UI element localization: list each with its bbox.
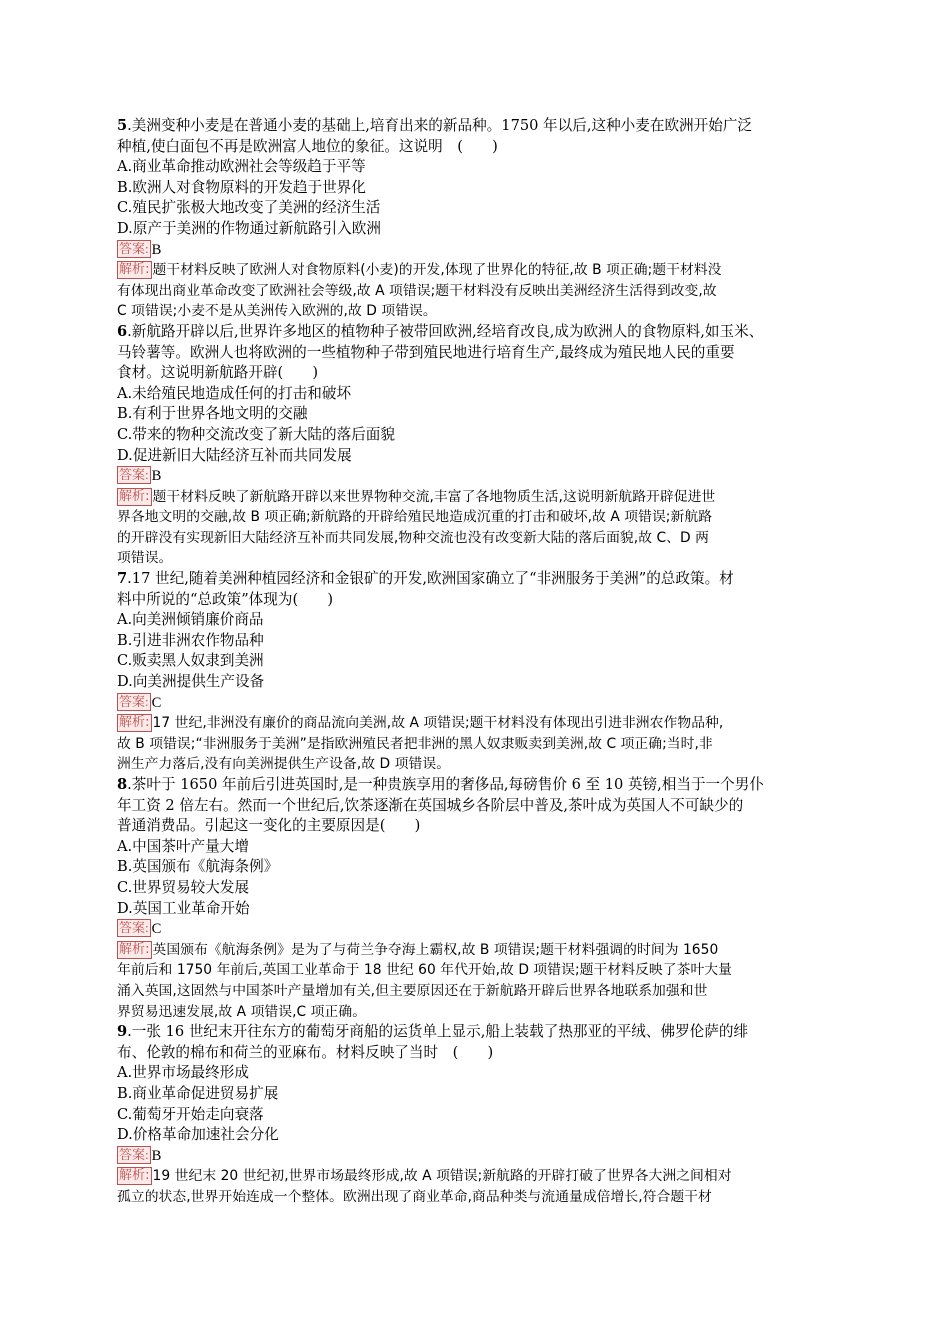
analysis-tag: 解析:	[119, 941, 150, 957]
answer-line	[117, 919, 839, 940]
option-b: B.商业革命促进贸易扩展	[117, 1084, 279, 1102]
option-d: D.价格革命加速社会分化	[117, 1126, 279, 1144]
question-5	[117, 116, 839, 322]
question-stem-line: 9.一张 16 世纪末开往东方的葡萄牙商船的运货单上显示,船上装载了热那亚的平绒、佛罗伦萨的绯	[117, 1023, 749, 1041]
question-number: 9	[117, 1023, 128, 1041]
answer-tag: 答案:	[119, 920, 149, 936]
question-9	[117, 1022, 839, 1207]
question-7	[117, 569, 839, 775]
answer-value: B	[151, 1147, 162, 1164]
answer-value: B	[151, 241, 162, 258]
option-d: D.英国工业革命开始	[117, 899, 250, 917]
option-b: B.有利于世界各地文明的交融	[117, 405, 308, 423]
answer-line	[117, 693, 839, 714]
option-d: D.促进新旧大陆经济互补而共同发展	[117, 446, 352, 464]
analysis-line: 解析: 英国颁布《航海条例》是为了与荷兰争夺海上霸权,故 B 项错误;题干材料强调的时间为 1650	[119, 941, 719, 958]
analysis-line: 故 B 项错误;“非洲服务于美洲”是指欧洲殖民者把非洲的黑人奴隶贩卖到美洲,故 C 项正确;当时,非	[117, 735, 713, 752]
question-stem-line: 种植,使白面包不再是欧洲富人地位的象征。这说明 ( )	[117, 137, 498, 155]
question-number: 7	[117, 570, 128, 588]
analysis-line: 界贸易迅速发展,故 A 项错误,C 项正确。	[117, 1003, 367, 1020]
question-stem-line: 7.17 世纪,随着美洲种植园经济和金银矿的开发,欧洲国家确立了“非洲服务于美洲”的总政策。材	[117, 570, 734, 588]
question-stem-line: 布、伦敦的棉布和荷兰的亚麻布。材料反映了当时 ( )	[117, 1043, 494, 1061]
option-c: C.贩卖黑人奴隶到美洲	[117, 652, 264, 670]
analysis-tag: 解析:	[119, 488, 150, 504]
option-d: D.向美洲提供生产设备	[117, 673, 265, 691]
option-c: C.世界贸易较大发展	[117, 878, 250, 896]
answer-value: B	[151, 468, 162, 485]
answer-line	[117, 240, 839, 261]
answer-tag: 答案:	[119, 240, 149, 256]
analysis-line: 解析: 17 世纪,非洲没有廉价的商品流向美洲,故 A 项错误;题干材料没有体现出引进非洲农作物品种,	[119, 715, 724, 732]
analysis-tag: 解析:	[119, 262, 150, 278]
analysis-line: 孤立的状态,世界开始连成一个整体。欧洲出现了商业革命,商品种类与流通量成倍增长,符合题干材	[117, 1188, 712, 1205]
analysis-line: 项错误。	[117, 550, 173, 567]
question-number: 5	[117, 117, 128, 134]
analysis-line: 有体现出商业革命改变了欧洲社会等级,故 A 项错误;题干材料没有反映出美洲经济生活得到改变,故	[117, 282, 717, 299]
question-stem-line: 料中所说的“总政策”体现为( )	[117, 590, 334, 608]
question-stem-line: 普通消费品。引起这一变化的主要原因是( )	[117, 817, 421, 835]
option-c: C.葡萄牙开始走向衰落	[117, 1105, 264, 1123]
analysis-tag: 解析:	[119, 715, 150, 731]
question-stem-line: 6.新航路开辟以后,世界许多地区的植物种子被带回欧洲,经培育改良,成为欧洲人的食物原料,如玉米、	[117, 322, 764, 340]
option-b: B.欧洲人对食物原料的开发趋于世界化	[117, 178, 366, 196]
document-page	[117, 116, 839, 1207]
analysis-line: 界各地文明的交融,故 B 项正确;新航路的开辟给殖民地造成沉重的打击和破坏,故 A 项错误;新航路	[117, 509, 713, 526]
answer-line	[117, 466, 839, 487]
analysis-line: 解析: 19 世纪末 20 世纪初,世界市场最终形成,故 A 项错误;新航路的开辟打破了世界各大洲之间相对	[119, 1168, 732, 1185]
question-stem-line: 年工资 2 倍左右。然而一个世纪后,饮茶逐渐在英国城乡各阶层中普及,茶叶成为英国人不可缺少的	[117, 796, 744, 814]
question-stem-line: 食材。这说明新航路开辟( )	[117, 364, 319, 382]
answer-tag: 答案:	[119, 467, 149, 483]
option-d: D.原产于美洲的作物通过新航路引入欧洲	[117, 219, 381, 237]
analysis-line: 解析: 题干材料反映了新航路开辟以来世界物种交流,丰富了各地物质生活,这说明新航路开辟促进世	[119, 488, 716, 505]
question-stem-line: 马铃薯等。欧洲人也将欧洲的一些植物种子带到殖民地进行培育生产,最终成为殖民地人民的重要	[117, 343, 735, 361]
answer-value: C	[151, 694, 162, 711]
analysis-line: 涌入英国,这固然与中国茶叶产量增加有关,但主要原因还在于新航路开辟后世界各地联系加强和世	[117, 982, 708, 999]
question-number: 8	[117, 776, 128, 793]
question-stem-line: 5.美洲变种小麦是在普通小麦的基础上,培育出来的新品种。1750 年以后,这种小麦在欧洲开始广泛	[117, 117, 753, 134]
answer-line	[117, 1146, 839, 1167]
option-a: A.向美洲倾销廉价商品	[117, 611, 264, 629]
option-b: B.引进非洲农作物品种	[117, 631, 264, 649]
option-a: A.中国茶叶产量大增	[117, 837, 249, 855]
answer-value: C	[151, 921, 162, 938]
option-c: C.殖民扩张极大地改变了美洲的经济生活	[117, 199, 381, 217]
option-a: A.世界市场最终形成	[117, 1064, 249, 1082]
question-8	[117, 775, 839, 1022]
question-6	[117, 322, 839, 569]
question-stem-line: 8.茶叶于 1650 年前后引进英国时,是一种贵族享用的奢侈品,每磅售价 6 至 10 英镑,相当于一个男仆	[117, 776, 764, 793]
analysis-line: 洲生产力落后,没有向美洲提供生产设备,故 D 项错误。	[117, 756, 451, 773]
question-number: 6	[117, 322, 128, 340]
analysis-line: C 项错误;小麦不是从美洲传入欧洲的,故 D 项错误。	[117, 303, 437, 320]
option-c: C.带来的物种交流改变了新大陆的落后面貌	[117, 425, 395, 443]
analysis-line: 的开辟没有实现新旧大陆经济互补而共同发展,物种交流也没有改变新大陆的落后面貌,故 C、D 两	[117, 529, 709, 546]
option-a: A.未给殖民地造成任何的打击和破坏	[117, 384, 352, 402]
option-a: A.商业革命推动欧洲社会等级趋于平等	[117, 158, 366, 176]
analysis-tag: 解析:	[119, 1168, 150, 1184]
analysis-line: 年前后和 1750 年前后,英国工业革命于 18 世纪 60 年代开始,故 D 项错误;题干材料反映了茶叶大量	[117, 962, 732, 979]
answer-tag: 答案:	[119, 1146, 149, 1162]
answer-tag: 答案:	[119, 693, 149, 709]
analysis-line: 解析: 题干材料反映了欧洲人对食物原料(小麦)的开发,体现了世界化的特征,故 B 项正确;题干材料没	[119, 262, 722, 279]
option-b: B.英国颁布《航海条例》	[117, 858, 279, 876]
